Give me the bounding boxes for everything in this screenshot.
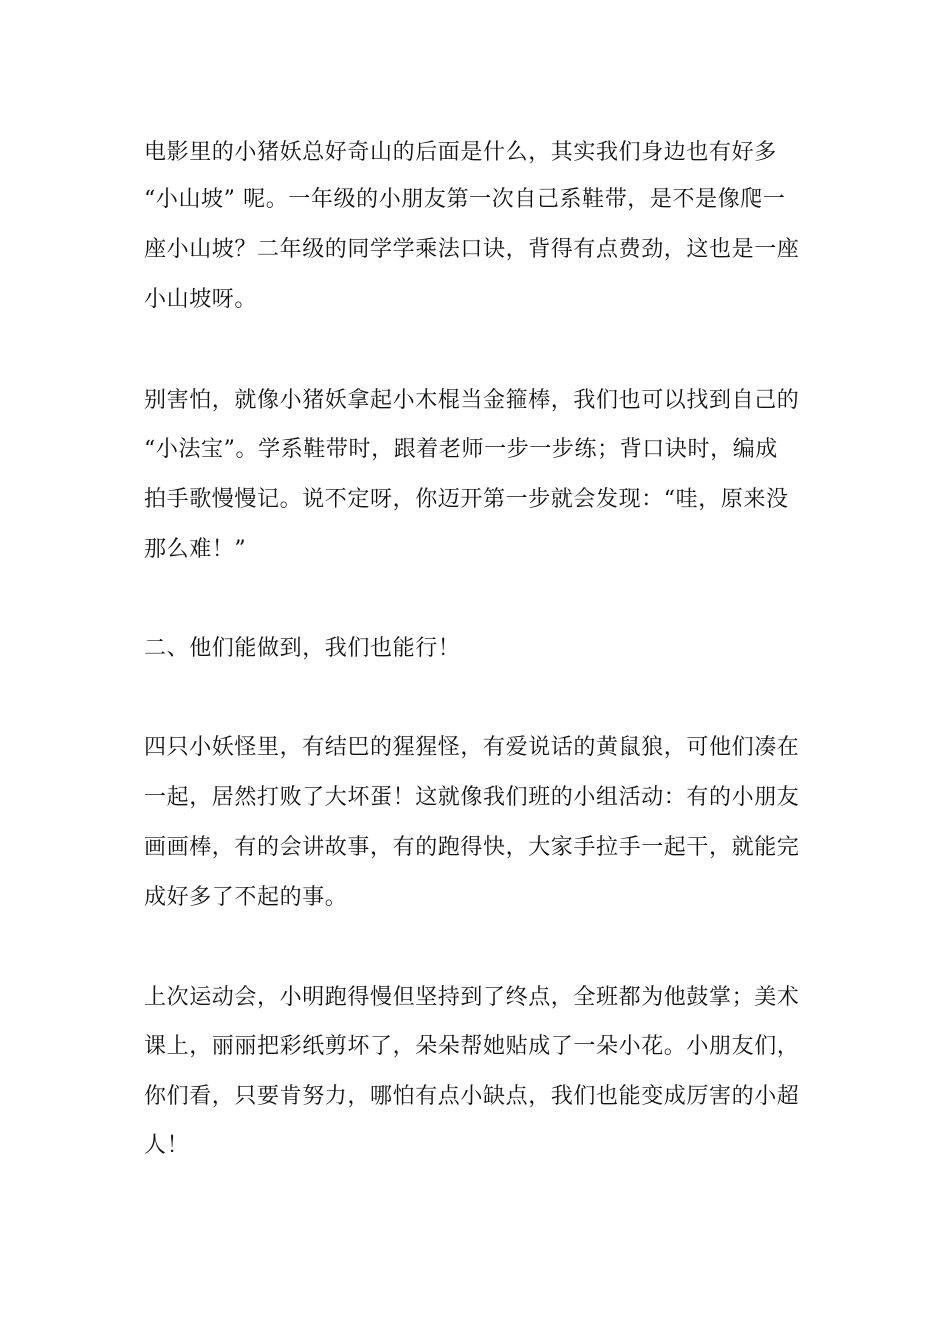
paragraph-1-line-4: 小山坡呀。: [144, 287, 258, 312]
paragraph-4-line-4: 人！: [144, 1133, 190, 1158]
paragraph-3-line-1: 四只小妖怪里，有结巴的猩猩怪，有爱说话的黄鼠狼，可他们凑在: [144, 735, 800, 760]
section-heading: 二、他们能做到，我们也能行！: [144, 636, 461, 661]
paragraph-2-line-4: 那么难！”: [144, 537, 247, 562]
paragraph-2-line-1: 别害怕，就像小猪妖拿起小木棍当金箍棒，我们也可以找到自己的: [144, 388, 800, 413]
paragraph-1-line-1: 电影里的小猪妖总好奇山的后面是什么，其实我们身边也有好多: [144, 140, 777, 165]
paragraph-4-line-3: 你们看，只要肯努力，哪怕有点小缺点，我们也能变成厉害的小超: [144, 1084, 800, 1109]
paragraph-4-line-2: 课上，丽丽把彩纸剪坏了，朵朵帮她贴成了一朵小花。小朋友们，: [144, 1034, 800, 1059]
paragraph-3-line-3: 画画棒，有的会讲故事，有的跑得快，大家手拉手一起干，就能完: [144, 835, 800, 860]
paragraph-3-line-4: 成好多了不起的事。: [144, 885, 348, 910]
paragraph-4-line-1: 上次运动会，小明跑得慢但坚持到了终点，全班都为他鼓掌；美术: [144, 985, 800, 1010]
paragraph-3-line-2: 一起，居然打败了大坏蛋！这就像我们班的小组活动：有的小朋友: [144, 785, 800, 810]
paragraph-1-line-2: “小山坡” 呢。一年级的小朋友第一次自己系鞋带，是不是像爬一: [144, 187, 786, 212]
paragraph-2-line-3: 拍手歌慢慢记。说不定呀，你迈开第一步就会发现：“哇，原来没: [144, 487, 789, 512]
paragraph-2-line-2: “小法宝”。学系鞋带时，跟着老师一步一步练；背口诀时，编成: [144, 437, 778, 462]
paragraph-1-line-3: 座小山坡？二年级的同学学乘法口诀，背得有点费劲，这也是一座: [144, 237, 800, 262]
